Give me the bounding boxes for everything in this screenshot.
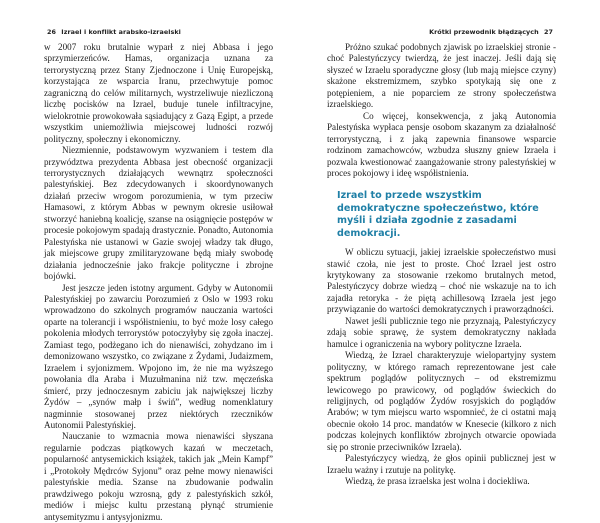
paragraph: Wiedzą, że Izrael charakteryzuje wielopartyjny system polityczny, w którego ramach reprezentowane jest całe spektrum poglądów politycznych – od ekstremizmu lewicowego po prawicowy, od poglądów świeckich do religijnych, od poglądów Żydów rosyjskich do poglądów Arabów; w tym miejscu warto wspomnieć, że ci ostatni mają obecnie około 14 proc. mandatów w Knesecie (kilkoro z nich podczas kolejnych konfliktów zbrojnych otwarcie opowiada się po stronie przeciwników Izraela). [327,350,556,452]
paragraph: w 2007 roku brutalnie wyparł z niej Abbasa i jego sprzymierzeńców. Hamas, organizacja uznana za terrorystyczną przez Stany Zjednoczone i Unię Europejską, korzystająca ze wsparcia Iranu, przechwytuje pomoc zagraniczną do celów militarnych, wystrzeliwuje niezliczoną liczbę pocisków na Izrael, buduje tunele infiltracyjne, wielokrotnie prowokowała sąsiadujący z Gazą Egipt, a przede wszystkim uniemożliwia miejscowej ludności rozwój polityczny, społeczny i ekonomiczny. [44,42,273,144]
left-page-body [44,42,273,523]
running-head-left [44,28,181,36]
paragraph: Próżno szukać podobnych zjawisk po izraelskiej stronie - choć Palestyńczycy twierdzą, że jest inaczej. Jeśli dają się słyszeć w Izraelu sporadyczne głosy (lub mają miejsce czyny) skażone ekstremizmem, szybko spotykają się one z potępieniem, a nie poparciem ze strony społeczeństwa izraelskiego. [327,42,556,110]
running-head-right [429,28,556,36]
running-head-title: Krótki przewodnik błądzących [429,28,539,36]
paragraph: W obliczu sytuacji, jakiej izraelskie społeczeństwo musi stawić czoła, nie jest to proste. Choć Izrael jest ostro krytykowany za stosowanie rzekomo brutalnych metod, Palestyńczycy dobrze wiedzą – choć nie wskazuje na to ich zajadła retoryka - że piętą achillesową Izraela jest jego przywiązanie do wartości demokratycznych i praworządności. [327,247,556,315]
running-head-title: Izrael i konflikt arabsko-izraelski [61,28,181,36]
pull-quote-heading: Izrael to przede wszystkim demokratyczne społeczeństwo, które myśli i działa zgodnie z zasadami demokracji. [337,190,539,239]
paragraph: Nawet jeśli publicznie tego nie przyznają, Palestyńczycy zdają sobie sprawę, że system demokratyczny nakłada hamulce i ograniczenia na wybory polityczne Izraela. [327,315,556,349]
paragraph: Wiedzą, że prasa izraelska jest wolna i dociekliwa. [345,476,530,487]
right-page [300,0,600,487]
right-page-body [327,42,556,488]
paragraph: Niezmiennie, podstawowym wyzwaniem i testem dla przywództwa prezydenta Abbasa jest obecność organizacji terrorystycznych działających wewnątrz społeczności palestyńskiej. Bez zdecydowanych i skoordynowanych działań przeciw wrogom porozumienia, w tym przeciw Hamasowi, z którym Abbas w pewnym okresie usiłował stworzyć haniebną koalicję, szanse na osiągnięcie postępów w procesie pokojowym spadają drastycznie. Ponadto, Autonomia Palestyńska nie ustanowi w Gazie swojej władzy tak długo, jak miejscowe grupy zmilitaryzowane będą miały swobodę działania jednocześnie jako frakcje polityczne i zbrojne bojówki. [44,145,273,282]
paragraph: Jest jeszcze jeden istotny argument. Gdyby w Autonomii Palestyńskiej po zawarciu Porozumień z Oslo w 1993 roku wprowadzono do szkolnych programów nauczania wartości oparte na tolerancji i współistnieniu, to być może losy całego pokolenia młodych terrorystów potoczyłyby się zgoła inaczej. Zamiast tego, podżegano ich do nienawiści, zohydzano im i demonizowano wszystko, co związane z Żydami, Judaizmem, Izraelem i syjonizmem. Wpojono im, że nie ma wyższego powołania dla Araba i Muzułmanina niż tzw. męczeńska śmierć, przy jednoczesnym zabiciu jak największej liczby Żydów – „synów małp i świń”, według nomenklatury nagminnie stosowanej przez niektórych rzeczników Autonomii Palestyńskiej. [44,282,273,430]
paragraph: Palestyńczycy wiedzą, że głos opinii publicznej jest w Izraelu ważny i rzutuje na politykę. [327,453,556,475]
paragraph: Co więcej, konsekwencja, z jaką Autonomia Palestyńska wypłaca pensje osobom skazanym za działalność terrorystyczną, i z jaką zapewnia finansowe wsparcie rodzinom zamachowców, wzbudza słuszny gniew Izraela i pozwala kwestionować zaangażowanie strony palestyńskiej w proces pokojowy i ideę współistnienia. [327,110,556,178]
page-number: 26 [47,28,56,36]
left-page [0,0,300,522]
page-number: 27 [544,28,553,36]
paragraph: Nauczanie to wzmacnia mowa nienawiści słyszana regularnie podczas piątkowych kazań w meczetach, popularność antysemickich książek, takich jak „Mein Kampf” i „Protokoły Mędrców Syjonu” oraz pełne mowy nienawiści palestyńskie media. Szanse na zbudowanie podwalin prawdziwego pokoju wzrosną, gdy z palestyńskich szkół, mediów i miejsc kultu przestaną płynąć strumienie antysemityzmu i antysyjonizmu. [44,431,273,522]
